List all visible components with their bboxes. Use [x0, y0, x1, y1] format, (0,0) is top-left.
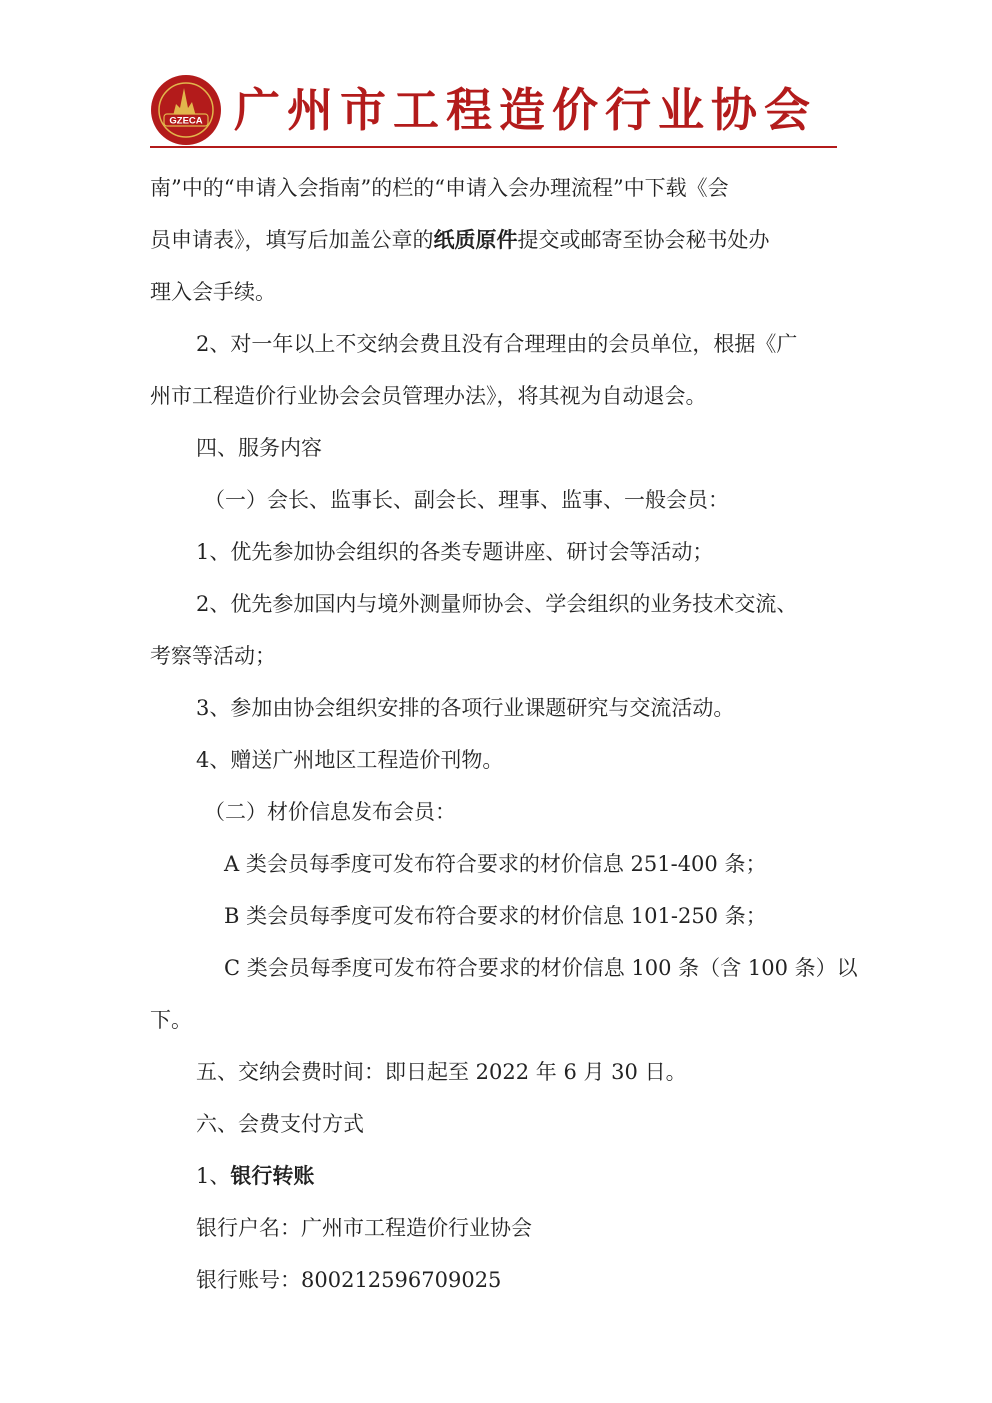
logo-text: GZECA [169, 115, 203, 127]
paragraph-line: 员申请表》，填写后加盖公章的纸质原件提交或邮寄至协会秘书处办 [150, 227, 770, 252]
paragraph-line: 理入会手续。 [150, 280, 276, 304]
paragraph-line: 2、对一年以上不交纳会费且没有合理理由的会员单位，根据《广 [196, 332, 798, 356]
subsection-heading: 1、银行转账 [196, 1163, 315, 1188]
org-name: 广州市工程造价行业协会 [234, 83, 817, 137]
list-item: C 类会员每季度可发布符合要求的材价信息 100 条（含 100 条）以 [224, 956, 858, 980]
list-item-continuation: 考察等活动； [150, 644, 276, 668]
section-heading: 四、服务内容 [196, 436, 322, 460]
document-body [150, 162, 858, 1306]
paragraph-line: 南”中的“申请入会指南”的栏的“申请入会办理流程”中下载《会 [150, 176, 729, 200]
gzeca-logo-icon [150, 74, 222, 146]
list-item: 4、赠送广州地区工程造价刊物。 [196, 748, 504, 772]
subsection-heading: （一）会长、监事长、副会长、理事、监事、一般会员： [204, 488, 729, 512]
bold-phrase: 银行转账 [230, 1163, 315, 1188]
list-item: A 类会员每季度可发布符合要求的材价信息 251-400 条； [224, 852, 767, 876]
subsection-heading: （二）材价信息发布会员： [204, 800, 456, 824]
list-item: B 类会员每季度可发布符合要求的材价信息 101-250 条； [224, 904, 767, 928]
letterhead [150, 72, 840, 152]
list-item: 1、优先参加协会组织的各类专题讲座、研讨会等活动； [196, 540, 714, 564]
bold-phrase: 纸质原件 [433, 227, 518, 252]
section-heading: 六、会费支付方式 [196, 1112, 364, 1136]
list-item: 2、优先参加国内与境外测量师协会、学会组织的业务技术交流、 [196, 592, 798, 616]
list-item: 3、参加由协会组织安排的各项行业课题研究与交流活动。 [196, 696, 735, 720]
header-divider [150, 146, 837, 148]
account-number: 银行账号：800212596709025 [196, 1268, 502, 1292]
list-item-continuation: 下。 [150, 1008, 192, 1032]
paragraph-line: 州市工程造价行业协会会员管理办法》，将其视为自动退会。 [150, 384, 707, 408]
account-name: 银行户名：广州市工程造价行业协会 [196, 1216, 532, 1240]
section-heading: 五、交纳会费时间：即日起至 2022 年 6 月 30 日。 [196, 1060, 687, 1084]
